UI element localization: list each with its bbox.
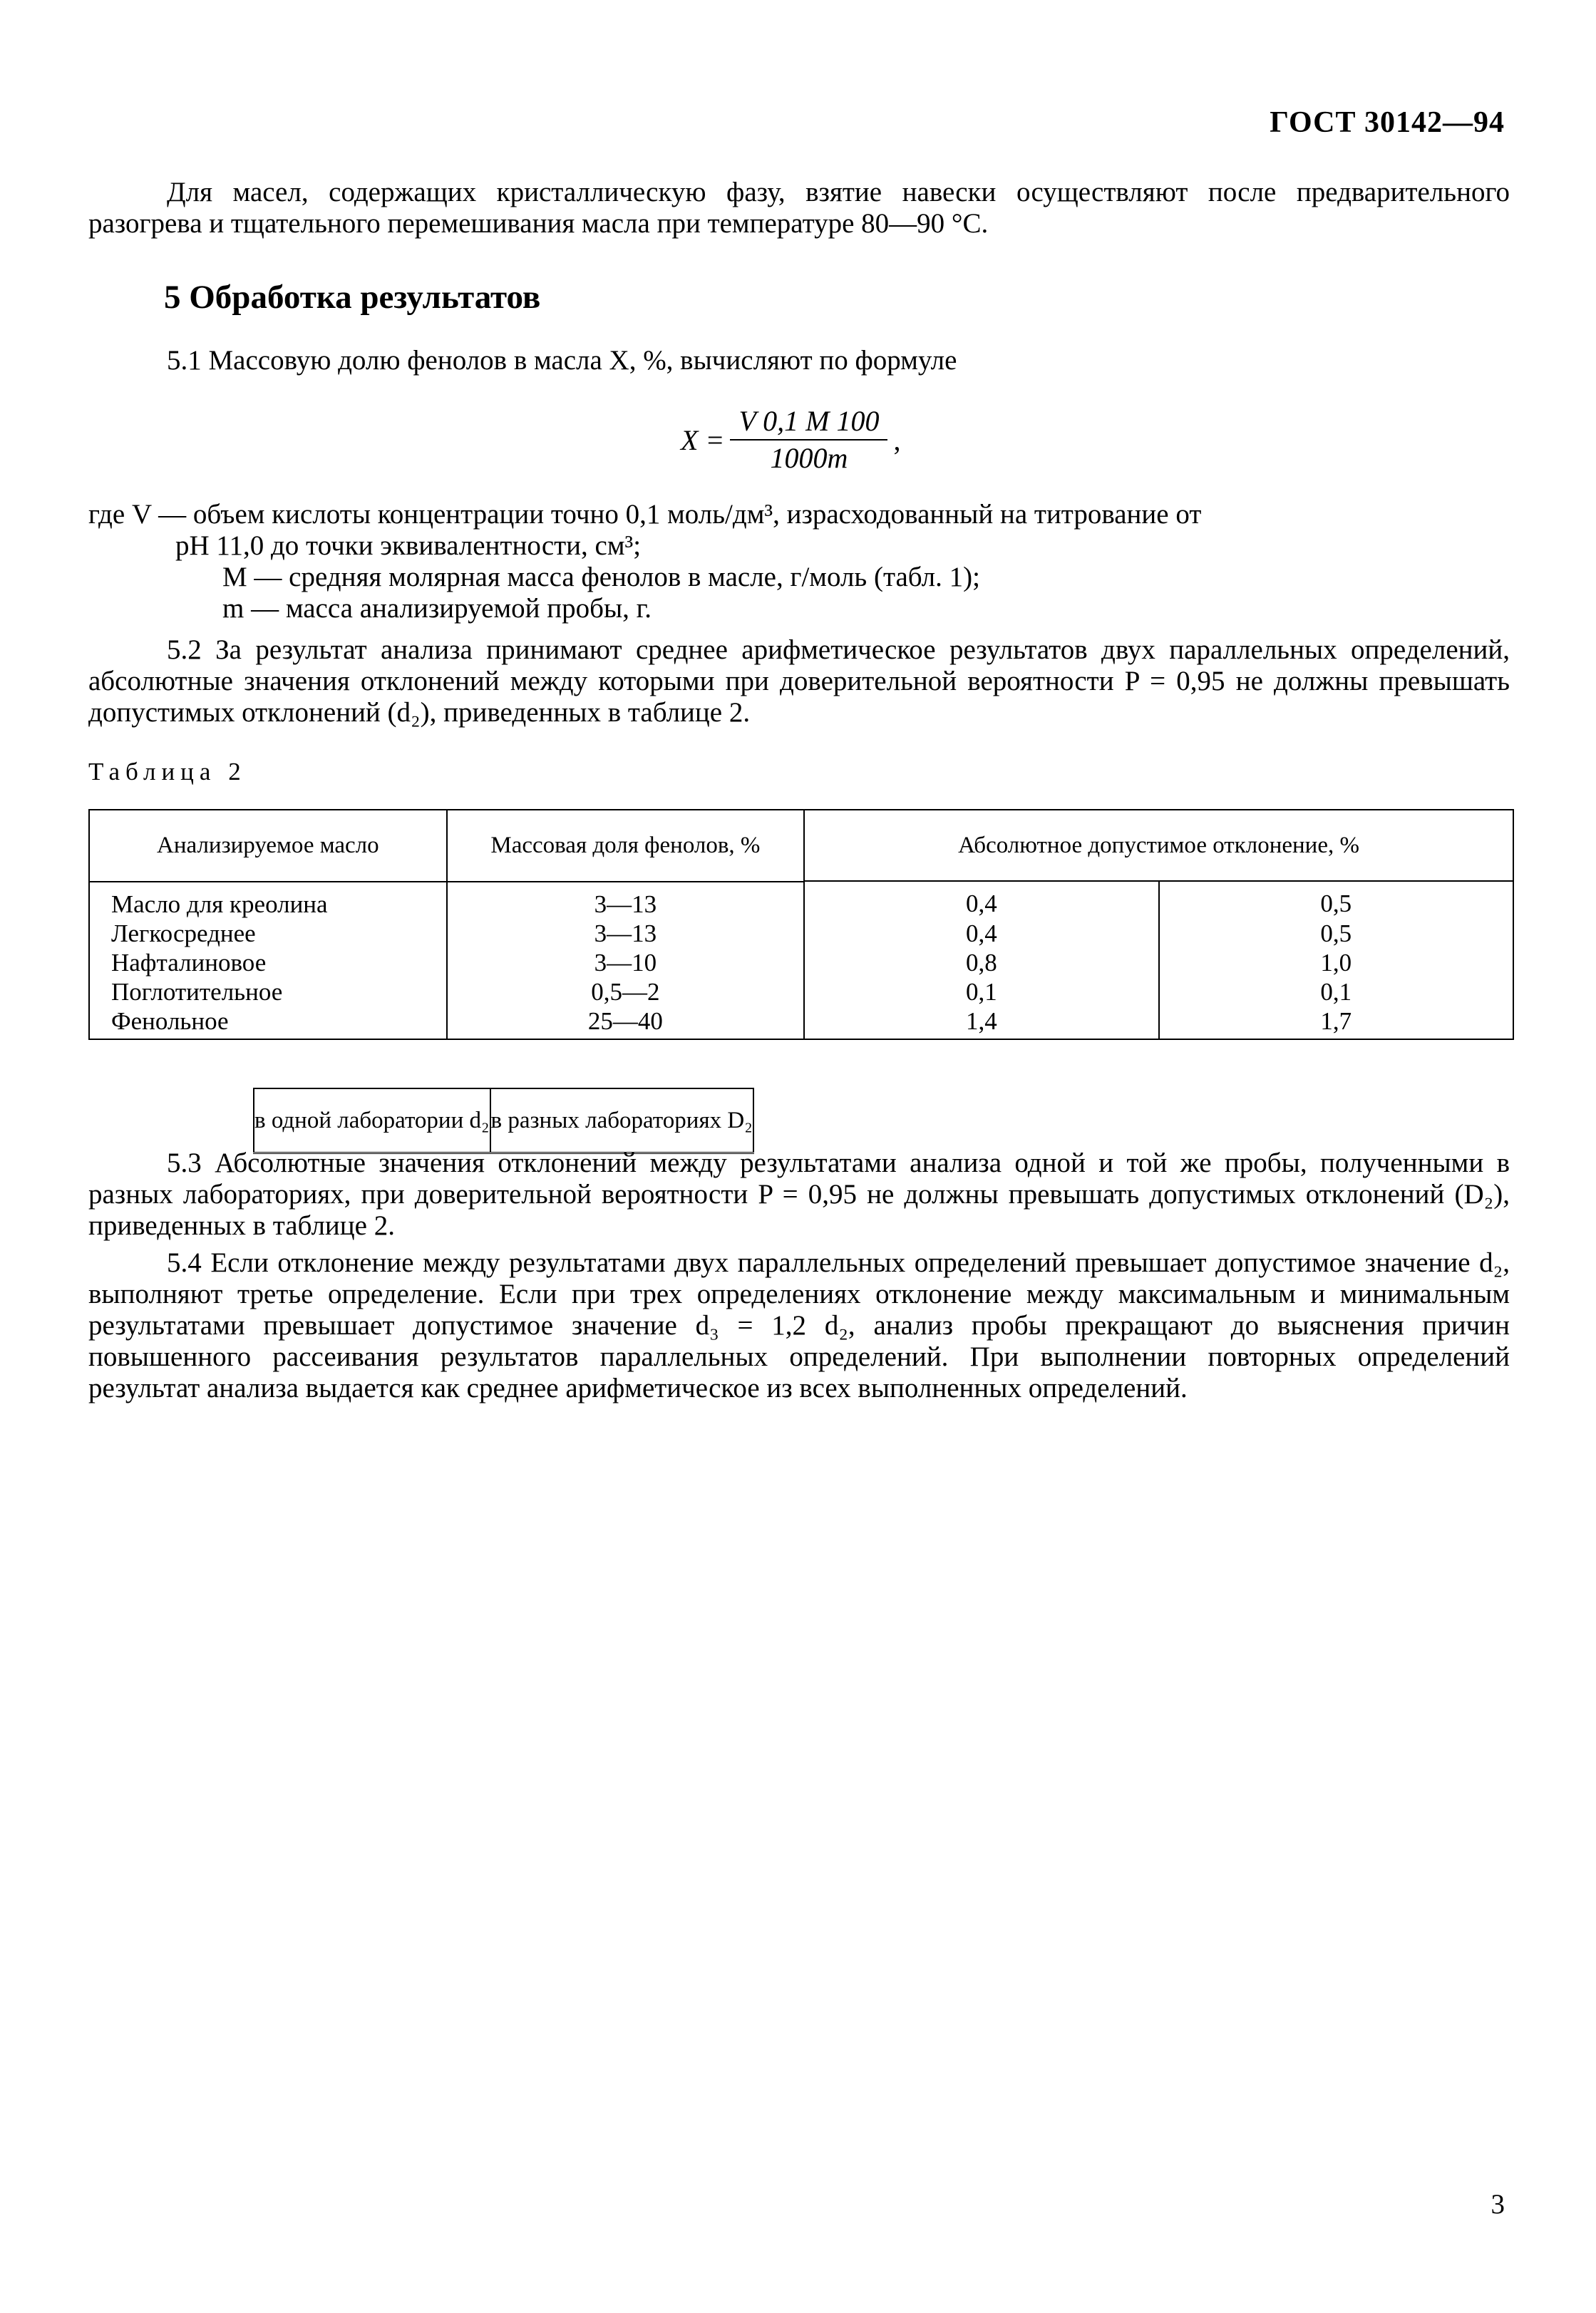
cell-d2: 0,4 — [804, 919, 1158, 948]
cell-D2: 0,1 — [1159, 977, 1513, 1006]
cell-oil: Нафталиновое — [89, 948, 447, 977]
table-row — [89, 882, 1513, 919]
formula-denominator: 1000m — [770, 442, 848, 474]
cell-d2: 0,1 — [804, 977, 1158, 1006]
cell-oil: Масло для креолина — [89, 882, 447, 919]
paragraph-5-1: 5.1 Массовую долю фенолов в масла X, %, вычисляют по формуле — [167, 345, 957, 376]
cell-d2: 0,4 — [804, 882, 1158, 919]
definitions — [88, 499, 1510, 624]
paragraph-5-4: 5.4 Если отклонение между результатами двух параллельных определений превышает допустимое значение d₂, выполняют третье определение. Если при трех определениях отклонение между максимальным и минимальным результатами превышает допустимое значение d₃ = 1,2 d₂, анализ пробы прекращают до выяснения причин повышенного рассеивания результатов параллельных определений. При выполнении повторных определений результат анализа выдается как среднее арифметическое из всех выполненных определений. — [88, 1247, 1510, 1403]
cell-oil: Легкосреднее — [89, 919, 447, 948]
cell-d2: 1,4 — [804, 1006, 1158, 1039]
paragraph-5-3: 5.3 Абсолютные значения отклонений между результатами анализа одной и той же пробы, полученными в разных лабораториях, при доверительной вероятности P = 0,95 не должны превышать допустимых отклонений (D₂), приведенных в таблице 2. — [88, 1148, 1510, 1241]
cell-oil: Поглотительное — [89, 977, 447, 1006]
table-row — [89, 1006, 1513, 1039]
definition-M: M — средняя молярная масса фенолов в масле, г/моль (табл. 1); — [222, 562, 980, 592]
cell-phenol: 3—10 — [447, 948, 804, 977]
formula-numerator: V 0,1 M 100 — [730, 406, 887, 441]
header-diff-labs: в разных лабораториях D₂ — [490, 1088, 753, 1153]
table-caption: Таблица 2 — [88, 758, 247, 785]
header-deviation: Абсолютное допустимое отклонение, % — [804, 810, 1513, 881]
cell-phenol: 25—40 — [447, 1006, 804, 1039]
definition-v-cont: pH 11,0 до точки эквивалентности, см³; — [175, 530, 642, 561]
table-row — [89, 919, 1513, 948]
formula-fraction — [730, 406, 887, 473]
cell-phenol: 3—13 — [447, 919, 804, 948]
formula-lhs: X = — [681, 423, 725, 456]
definition-v: где V — объем кислоты концентрации точно 0,1 моль/дм³, израсходованный на титрование от — [88, 499, 1202, 530]
paragraph-5-2: 5.2 За результат анализа принимают среднее арифметическое результатов двух параллельных определений, абсолютные значения отклонений между которыми при доверительной вероятности P = 0,95 не должны превышать допустимых отклонений (d₂), приведенных в таблице 2. — [88, 634, 1510, 728]
deviation-table — [88, 809, 1514, 1133]
cell-d2: 0,8 — [804, 948, 1158, 977]
page-number: 3 — [1491, 2189, 1505, 2220]
cell-phenol: 3—13 — [447, 882, 804, 919]
formula-trail: , — [893, 423, 901, 456]
cell-D2: 1,7 — [1159, 1006, 1513, 1039]
header-phenol: Массовая доля фенолов, % — [447, 810, 804, 882]
section-title: 5 Обработка результатов — [164, 279, 541, 316]
standard-header: ГОСТ 30142—94 — [1270, 106, 1505, 139]
definition-m: m — масса анализируемой пробы, г. — [222, 593, 652, 624]
cell-D2: 0,5 — [1159, 882, 1513, 919]
table-row — [89, 977, 1513, 1006]
cell-D2: 1,0 — [1159, 948, 1513, 977]
table-row — [89, 948, 1513, 977]
cell-D2: 0,5 — [1159, 919, 1513, 948]
formula — [681, 405, 901, 474]
header-one-lab: в одной лаборатории d₂ — [254, 1088, 490, 1153]
intro-paragraph: Для масел, содержащих кристаллическую фазу, взятие навески осуществляют после предварительного разогрева и тщательного перемешивания масла при температуре 80—90 °С. — [88, 177, 1510, 239]
header-oil: Анализируемое масло — [89, 810, 447, 882]
cell-phenol: 0,5—2 — [447, 977, 804, 1006]
cell-oil: Фенольное — [89, 1006, 447, 1039]
